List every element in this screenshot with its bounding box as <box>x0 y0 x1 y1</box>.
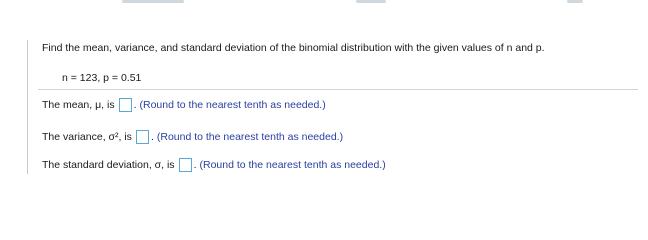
std-dev-period: . <box>193 159 197 171</box>
mean-answer-row <box>42 98 326 112</box>
mean-period: . <box>133 99 137 111</box>
toolbar-mark-left <box>122 0 184 3</box>
variance-answer-row <box>42 130 343 144</box>
std-dev-label: The standard deviation, σ, is <box>42 159 175 171</box>
variance-period: . <box>150 131 154 143</box>
toolbar-mark-right <box>567 0 583 3</box>
std-dev-answer-row <box>42 158 386 172</box>
mean-rounding-hint: (Round to the nearest tenth as needed.) <box>139 99 326 111</box>
variance-rounding-hint: (Round to the nearest tenth as needed.) <box>156 131 344 143</box>
toolbar-mark-center <box>356 0 386 3</box>
left-margin-rule <box>27 40 28 174</box>
variance-label: The variance, σ², is <box>42 131 132 143</box>
top-toolbar-strip <box>0 0 648 8</box>
std-dev-rounding-hint: (Round to the nearest tenth as needed.) <box>199 159 386 171</box>
mean-input[interactable] <box>119 98 132 112</box>
std-dev-input[interactable] <box>179 158 192 172</box>
mean-label: The mean, μ, is <box>42 99 115 111</box>
given-values: n = 123, p = 0.51 <box>62 72 142 84</box>
variance-input[interactable] <box>136 130 149 144</box>
question-prompt: Find the mean, variance, and standard deviation of the binomial distribution with the given values of n and p. <box>42 42 545 54</box>
section-divider <box>38 89 638 90</box>
